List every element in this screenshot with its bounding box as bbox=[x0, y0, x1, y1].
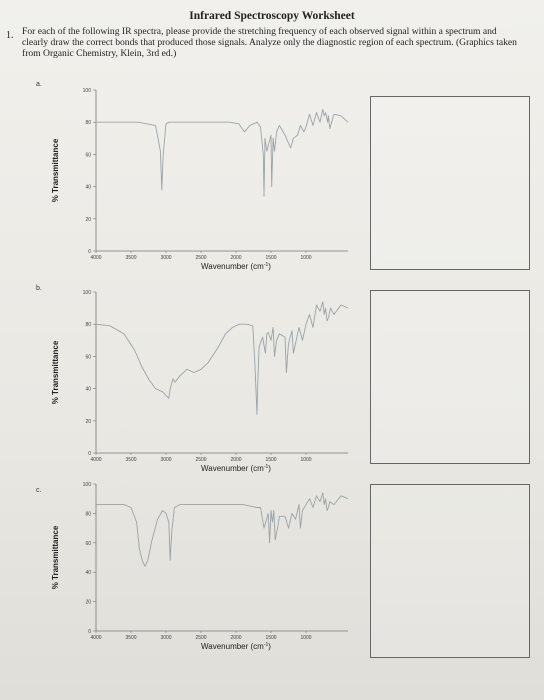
y-tick-label: 100 bbox=[82, 88, 91, 94]
x-tick-label: 3000 bbox=[160, 635, 172, 641]
y-tick-label: 60 bbox=[85, 540, 91, 547]
y-axis-label-b: % Transmittance bbox=[51, 340, 60, 405]
x-tick-label: 2000 bbox=[230, 635, 242, 641]
part-label-a: a. bbox=[36, 81, 42, 88]
x-tick-label: 2500 bbox=[195, 457, 207, 463]
x-tick-label: 1000 bbox=[300, 457, 312, 463]
x-tick-label: 1500 bbox=[265, 635, 277, 641]
x-tick-label: 2000 bbox=[230, 457, 242, 463]
x-axis-label-c: Wavenumber $(cm^{-1})$ bbox=[201, 642, 271, 651]
y-tick-label: 80 bbox=[85, 511, 91, 518]
x-tick-label: 4000 bbox=[90, 457, 102, 463]
spectrum-line-b bbox=[96, 302, 348, 415]
y-tick-label: 0 bbox=[88, 629, 91, 635]
y-tick-label: 40 bbox=[85, 386, 91, 393]
answer-box-b[interactable] bbox=[370, 290, 530, 464]
x-tick-label: 1000 bbox=[300, 635, 312, 641]
x-tick-label: 2500 bbox=[195, 255, 207, 261]
x-tick-label: 4000 bbox=[90, 635, 102, 641]
x-tick-label: 2500 bbox=[195, 635, 207, 641]
y-tick-label: 0 bbox=[88, 451, 91, 457]
x-tick-label: 3500 bbox=[125, 635, 137, 641]
worksheet-title: Infrared Spectroscopy Worksheet bbox=[189, 10, 355, 22]
x-tick-label: 3500 bbox=[125, 457, 137, 463]
y-axis-label-c: % Transmittance bbox=[51, 525, 60, 590]
y-tick-label: 80 bbox=[85, 120, 91, 127]
spectrum-line-a bbox=[96, 109, 348, 196]
x-tick-label: 3000 bbox=[160, 457, 172, 463]
y-tick-label: 40 bbox=[85, 570, 91, 577]
x-tick-label: 1500 bbox=[265, 255, 277, 261]
answer-box-a[interactable] bbox=[370, 96, 530, 270]
y-tick-label: 100 bbox=[82, 482, 91, 488]
x-tick-label: 1000 bbox=[300, 255, 312, 261]
y-tick-label: 20 bbox=[85, 599, 91, 606]
y-tick-label: 60 bbox=[85, 354, 91, 361]
answer-box-c[interactable] bbox=[370, 484, 530, 658]
x-tick-label: 1500 bbox=[265, 457, 277, 463]
y-axis-label-a: % Transmittance bbox=[51, 138, 60, 203]
part-label-b: b. bbox=[36, 285, 42, 292]
y-tick-label: 20 bbox=[85, 418, 91, 425]
x-axis-label-b: Wavenumber $(cm^{-1})$ bbox=[201, 464, 271, 473]
y-tick-label: 80 bbox=[85, 322, 91, 329]
y-tick-label: 100 bbox=[82, 290, 91, 296]
x-tick-label: 2000 bbox=[230, 255, 242, 261]
y-tick-label: 40 bbox=[85, 184, 91, 191]
part-label-c: c. bbox=[36, 487, 42, 494]
question-number: 1. bbox=[6, 30, 14, 41]
spectrum-line-c bbox=[96, 493, 348, 567]
x-tick-label: 3000 bbox=[160, 255, 172, 261]
y-tick-label: 60 bbox=[85, 152, 91, 159]
y-tick-label: 0 bbox=[88, 249, 91, 255]
x-axis-label-a: Wavenumber $(cm^{-1})$ bbox=[201, 262, 271, 271]
x-tick-label: 3500 bbox=[125, 255, 137, 261]
question-instructions: For each of the following IR spectra, please provide the stretching frequency of each observed signal within a spectrum and clearly draw the correct bonds that produced those signals. Analyze only the diagnostic region of each spectrum. (Graphics taken from Organic Chemistry, Klein, 3rd ed.) bbox=[22, 26, 517, 59]
y-tick-label: 20 bbox=[85, 216, 91, 223]
x-tick-label: 4000 bbox=[90, 255, 102, 261]
